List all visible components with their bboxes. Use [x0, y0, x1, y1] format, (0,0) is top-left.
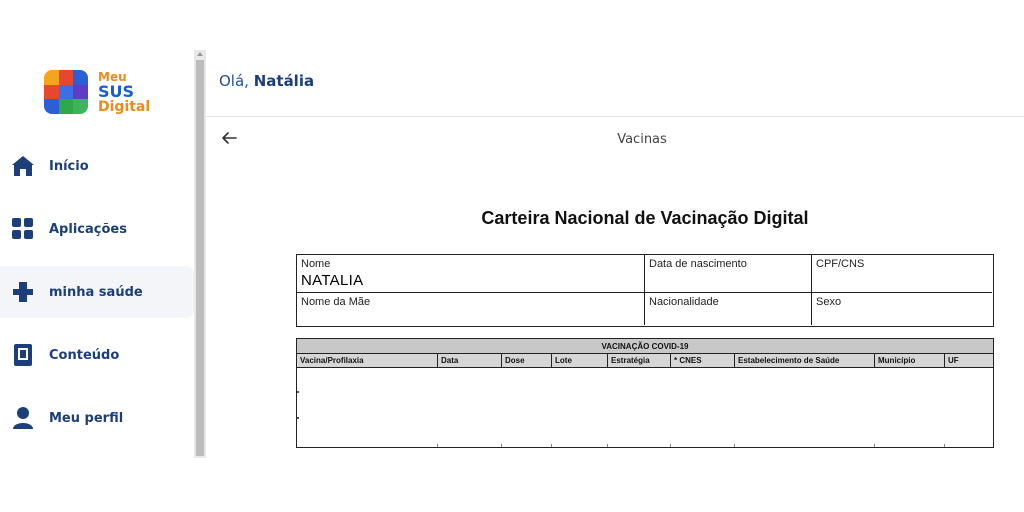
field-value-nome: NATALIA	[301, 272, 364, 289]
field-cpf-cns	[812, 255, 992, 293]
column-tick	[501, 444, 502, 447]
user-name: Natália	[253, 72, 315, 90]
sidebar-item-conteudo[interactable]	[0, 329, 194, 381]
field-label: Data de nascimento	[649, 258, 747, 270]
column-header-municipio: Município	[874, 354, 944, 368]
column-tick	[437, 444, 438, 447]
logo-mark-icon	[44, 70, 88, 114]
page-title: Vacinas	[617, 132, 667, 147]
vaccination-table	[296, 338, 994, 448]
header	[206, 50, 1024, 117]
sidebar-item-label: Conteúdo	[49, 347, 120, 363]
column-tick	[551, 444, 552, 447]
sidebar-item-label: minha saúde	[49, 284, 143, 300]
column-header-uf: UF	[944, 354, 992, 368]
column-tick	[670, 444, 671, 447]
sidebar-item-aplicacoes[interactable]	[0, 203, 194, 255]
column-header-cnes: * CNES	[670, 354, 734, 368]
column-header-estrategia: Estratégia	[607, 354, 670, 368]
column-header-estabelecimento: Estabelecimento de Saúde	[734, 354, 874, 368]
vaccination-rows-empty	[297, 369, 993, 447]
logo-line-sus: SUS	[98, 82, 135, 101]
scroll-up-icon[interactable]	[197, 52, 203, 56]
home-icon	[10, 153, 36, 179]
field-nacionalidade	[645, 293, 812, 325]
book-icon	[10, 342, 36, 368]
field-label: Nome	[301, 258, 331, 270]
user-icon	[10, 405, 36, 431]
column-tick	[734, 444, 735, 447]
field-label: Nacionalidade	[649, 296, 719, 308]
greeting-prefix: Olá,	[219, 72, 249, 90]
row-marker	[297, 391, 299, 393]
field-label: Sexo	[816, 296, 842, 308]
apps-grid-icon	[10, 216, 36, 242]
health-cross-icon	[10, 279, 36, 305]
row-marker	[297, 417, 299, 419]
field-label: CPF/CNS	[816, 258, 865, 270]
sidebar-item-inicio[interactable]	[0, 140, 194, 192]
column-header-dose: Dose	[501, 354, 551, 368]
page-toolbar	[206, 117, 1024, 162]
sidebar-item-meu-perfil[interactable]	[0, 392, 194, 444]
meu-sus-digital-logo[interactable]	[44, 70, 154, 116]
sidebar-nav	[0, 140, 194, 455]
column-tick	[874, 444, 875, 447]
field-nome	[297, 255, 645, 293]
vaccination-columns	[297, 354, 993, 368]
sidebar-item-label: Início	[49, 158, 89, 174]
logo-line-digital: Digital	[98, 99, 151, 115]
column-header-lote: Lote	[551, 354, 607, 368]
logo-wordmark	[98, 70, 150, 115]
sidebar-item-minha-saude[interactable]	[0, 266, 194, 318]
column-header-vacina: Vacina/Profilaxia	[300, 356, 364, 365]
column-tick	[944, 444, 945, 447]
column-header-data: Data	[437, 354, 501, 368]
logo-line-meu: Meu	[98, 70, 127, 84]
scroll-thumb[interactable]	[196, 60, 204, 456]
sidebar	[0, 50, 194, 458]
field-sexo	[812, 293, 992, 325]
field-nome-mae	[297, 293, 645, 325]
greeting	[219, 72, 314, 90]
sidebar-item-label: Meu perfil	[49, 410, 124, 426]
vaccination-heading: VACINAÇÃO COVID-19	[297, 339, 993, 354]
document-title: Carteira Nacional de Vacinação Digital	[481, 208, 809, 228]
field-data-nascimento	[645, 255, 812, 293]
sidebar-scrollbar[interactable]	[194, 50, 206, 458]
identification-table	[296, 254, 994, 327]
field-label: Nome da Mãe	[301, 296, 371, 308]
sidebar-item-label: Aplicações	[49, 221, 127, 237]
column-tick	[607, 444, 608, 447]
